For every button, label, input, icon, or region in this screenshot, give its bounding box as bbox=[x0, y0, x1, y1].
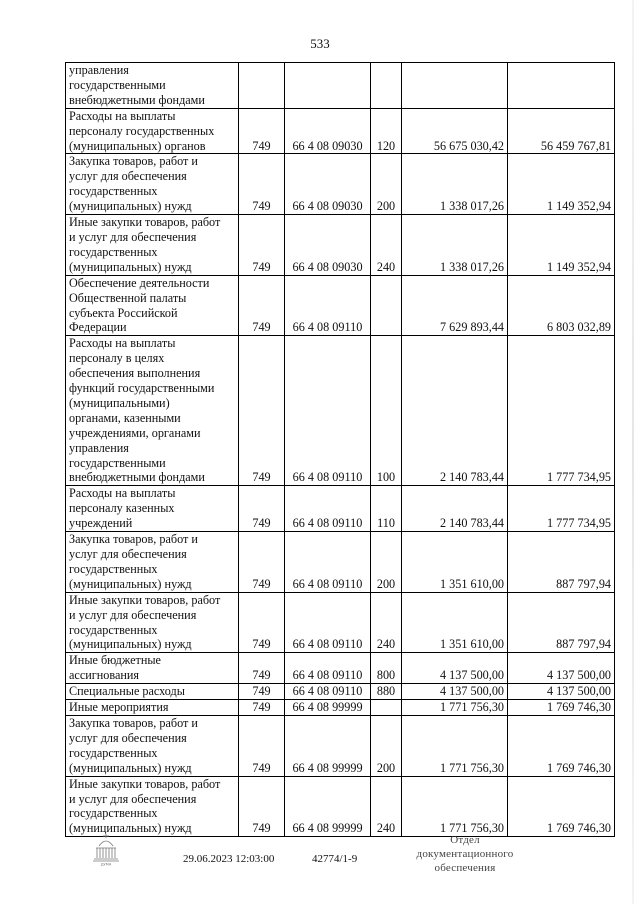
amount-actual-cell: 1 769 746,30 bbox=[508, 776, 615, 837]
table-row bbox=[66, 215, 615, 276]
expense-name-line: Федерации bbox=[69, 320, 127, 335]
amount-plan-cell: 1 771 756,30 bbox=[402, 715, 508, 776]
expense-name-line: (муниципальных) органов bbox=[69, 138, 206, 153]
target-article-cell: 66 4 08 09110 bbox=[285, 653, 371, 684]
expense-name-line: персоналу в целях bbox=[69, 351, 165, 366]
expense-name-cell bbox=[66, 592, 239, 653]
expense-name-cell bbox=[66, 108, 239, 154]
expense-name-line: Расходы на выплаты bbox=[69, 486, 176, 501]
expense-name-line: и услуг для обеспечения bbox=[69, 607, 197, 622]
target-article-cell: 66 4 08 99999 bbox=[285, 776, 371, 837]
amount-actual-cell: 1 769 746,30 bbox=[508, 715, 615, 776]
expense-name-line: Закупка товаров, работ и bbox=[69, 715, 198, 730]
expense-name-cell bbox=[66, 532, 239, 593]
expense-name-line: функций государственными bbox=[69, 381, 215, 396]
expense-type-cell: 100 bbox=[371, 336, 402, 486]
admin-code-cell: 749 bbox=[239, 336, 285, 486]
expense-name-line: Иные закупки товаров, работ bbox=[69, 776, 221, 791]
expense-name-line: Иные бюджетные bbox=[69, 653, 161, 668]
expense-name-line: Иные мероприятия bbox=[69, 700, 169, 715]
expense-name-line: внебюджетными фондами bbox=[69, 92, 205, 107]
expense-name-cell bbox=[66, 486, 239, 532]
expense-name-line: персоналу казенных bbox=[69, 501, 175, 516]
page-number: 533 bbox=[310, 36, 330, 51]
target-article-cell: 66 4 08 09110 bbox=[285, 684, 371, 700]
expense-name-line: Обеспечение деятельности bbox=[69, 275, 210, 290]
admin-code-cell: 749 bbox=[239, 700, 285, 716]
page-edge-shadow bbox=[632, 0, 634, 904]
table-row bbox=[66, 684, 615, 700]
expense-name-line: государственными bbox=[69, 455, 166, 470]
expense-type-cell: 110 bbox=[371, 486, 402, 532]
expense-name-line: (муниципальных) нужд bbox=[69, 821, 192, 836]
expense-name-line: управления bbox=[69, 63, 129, 77]
amount-plan-cell: 1 771 756,30 bbox=[402, 700, 508, 716]
table-row bbox=[66, 154, 615, 215]
table-row bbox=[66, 700, 615, 716]
expense-name-line: (муниципальных) нужд bbox=[69, 760, 192, 775]
expense-name-line: государственных bbox=[69, 622, 158, 637]
stamp-line-1: Отдел документационного bbox=[416, 834, 514, 860]
expense-name-line: услуг для обеспечения bbox=[69, 730, 187, 745]
amount-actual-cell bbox=[508, 63, 615, 109]
expense-name-line: учреждений bbox=[69, 516, 133, 531]
expense-name-line: субъекта Российской bbox=[69, 305, 178, 320]
expense-name-line: государственных bbox=[69, 184, 158, 199]
expense-name-line: управления bbox=[69, 440, 129, 455]
expense-name-line: государственных bbox=[69, 806, 158, 821]
admin-code-cell: 749 bbox=[239, 108, 285, 154]
table-row bbox=[66, 486, 615, 532]
expense-name-line: (муниципальных) нужд bbox=[69, 576, 192, 591]
expense-name-line: и услуг для обеспечения bbox=[69, 229, 197, 244]
expense-name-cell bbox=[66, 653, 239, 684]
expense-type-cell: 880 bbox=[371, 684, 402, 700]
admin-code-cell: 749 bbox=[239, 486, 285, 532]
amount-actual-cell: 56 459 767,81 bbox=[508, 108, 615, 154]
footer-datetime: 29.06.2023 12:03:00 bbox=[183, 853, 275, 865]
expense-name-line: Специальные расходы bbox=[69, 684, 185, 699]
admin-code-cell: 749 bbox=[239, 776, 285, 837]
amount-plan-cell: 1 351 610,00 bbox=[402, 532, 508, 593]
expense-name-cell bbox=[66, 63, 239, 109]
admin-code-cell: 749 bbox=[239, 592, 285, 653]
admin-code-cell: 749 bbox=[239, 215, 285, 276]
target-article-cell: 66 4 08 09110 bbox=[285, 336, 371, 486]
target-article-cell: 66 4 08 09030 bbox=[285, 154, 371, 215]
expense-name-line: (муниципальных) нужд bbox=[69, 199, 192, 214]
expense-name-line: внебюджетными фондами bbox=[69, 470, 205, 485]
expense-type-cell: 200 bbox=[371, 715, 402, 776]
table-row bbox=[66, 592, 615, 653]
expense-name-line: и услуг для обеспечения bbox=[69, 791, 197, 806]
amount-actual-cell: 6 803 032,89 bbox=[508, 275, 615, 336]
expense-name-line: государственных bbox=[69, 561, 158, 576]
expense-type-cell: 240 bbox=[371, 776, 402, 837]
amount-actual-cell: 887 797,94 bbox=[508, 592, 615, 653]
budget-table-body bbox=[66, 63, 615, 837]
table-row bbox=[66, 776, 615, 837]
table-row bbox=[66, 653, 615, 684]
amount-actual-cell: 4 137 500,00 bbox=[508, 684, 615, 700]
footer-department-stamp bbox=[405, 833, 525, 875]
table-row bbox=[66, 715, 615, 776]
amount-plan-cell: 1 771 756,30 bbox=[402, 776, 508, 837]
table-row bbox=[66, 108, 615, 154]
expense-type-cell: 120 bbox=[371, 108, 402, 154]
expense-name-cell bbox=[66, 700, 239, 716]
expense-name-cell bbox=[66, 776, 239, 837]
expense-name-line: государственных bbox=[69, 244, 158, 259]
table-row bbox=[66, 532, 615, 593]
amount-plan-cell: 2 140 783,44 bbox=[402, 336, 508, 486]
amount-plan-cell: 1 351 610,00 bbox=[402, 592, 508, 653]
target-article-cell: 66 4 08 99999 bbox=[285, 715, 371, 776]
expense-name-line: обеспечения выполнения bbox=[69, 366, 201, 381]
expense-name-line: (муниципальными) bbox=[69, 395, 170, 410]
amount-plan-cell bbox=[402, 63, 508, 109]
amount-actual-cell: 1 769 746,30 bbox=[508, 700, 615, 716]
expense-name-line: (муниципальных) нужд bbox=[69, 259, 192, 274]
expense-name-line: государственными bbox=[69, 77, 166, 92]
expense-type-cell: 200 bbox=[371, 532, 402, 593]
target-article-cell: 66 4 08 99999 bbox=[285, 700, 371, 716]
expense-name-cell bbox=[66, 154, 239, 215]
target-article-cell: 66 4 08 09110 bbox=[285, 275, 371, 336]
stamp-line-2: обеспечения bbox=[434, 862, 496, 874]
expense-name-line: Расходы на выплаты bbox=[69, 108, 176, 123]
amount-actual-cell: 1 777 734,95 bbox=[508, 486, 615, 532]
table-row bbox=[66, 336, 615, 486]
svg-text:ДУМА: ДУМА bbox=[100, 862, 112, 866]
expense-name-line: государственных bbox=[69, 745, 158, 760]
expense-name-cell bbox=[66, 715, 239, 776]
expense-name-line: Закупка товаров, работ и bbox=[69, 532, 198, 547]
expense-name-line: Иные закупки товаров, работ bbox=[69, 592, 221, 607]
table-row bbox=[66, 63, 615, 109]
admin-code-cell: 749 bbox=[239, 532, 285, 593]
expense-name-cell bbox=[66, 684, 239, 700]
admin-code-cell: 749 bbox=[239, 154, 285, 215]
target-article-cell bbox=[285, 63, 371, 109]
expense-type-cell: 800 bbox=[371, 653, 402, 684]
table-row bbox=[66, 275, 615, 336]
footer-registration-number: 42774/1-9 bbox=[312, 853, 358, 865]
expense-name-line: услуг для обеспечения bbox=[69, 547, 187, 561]
expense-type-cell: 240 bbox=[371, 215, 402, 276]
amount-actual-cell: 1 149 352,94 bbox=[508, 215, 615, 276]
expense-name-cell bbox=[66, 336, 239, 486]
amount-plan-cell: 1 338 017,26 bbox=[402, 215, 508, 276]
admin-code-cell bbox=[239, 63, 285, 109]
admin-code-cell: 749 bbox=[239, 684, 285, 700]
admin-code-cell: 749 bbox=[239, 275, 285, 336]
admin-code-cell: 749 bbox=[239, 653, 285, 684]
amount-plan-cell: 56 675 030,42 bbox=[402, 108, 508, 154]
amount-plan-cell: 2 140 783,44 bbox=[402, 486, 508, 532]
expense-name-line: Общественной палаты bbox=[69, 290, 187, 305]
target-article-cell: 66 4 08 09110 bbox=[285, 532, 371, 593]
target-article-cell: 66 4 08 09110 bbox=[285, 592, 371, 653]
budget-table bbox=[65, 62, 615, 837]
amount-plan-cell: 4 137 500,00 bbox=[402, 684, 508, 700]
expense-name-line: Закупка товаров, работ и bbox=[69, 154, 198, 169]
expense-name-line: органами, казенными bbox=[69, 410, 181, 425]
target-article-cell: 66 4 08 09030 bbox=[285, 108, 371, 154]
target-article-cell: 66 4 08 09110 bbox=[285, 486, 371, 532]
expense-name-line: учреждениями, органами bbox=[69, 425, 201, 440]
target-article-cell: 66 4 08 09030 bbox=[285, 215, 371, 276]
expense-name-line: ассигнования bbox=[69, 668, 140, 683]
expense-name-line: (муниципальных) нужд bbox=[69, 637, 192, 652]
amount-plan-cell: 7 629 893,44 bbox=[402, 275, 508, 336]
amount-actual-cell: 1 777 734,95 bbox=[508, 336, 615, 486]
expense-type-cell: 200 bbox=[371, 154, 402, 215]
amount-plan-cell: 1 338 017,26 bbox=[402, 154, 508, 215]
expense-name-line: персоналу государственных bbox=[69, 123, 215, 138]
expense-type-cell bbox=[371, 63, 402, 109]
amount-actual-cell: 1 149 352,94 bbox=[508, 154, 615, 215]
expense-type-cell: 240 bbox=[371, 592, 402, 653]
expense-name-cell bbox=[66, 275, 239, 336]
expense-type-cell bbox=[371, 275, 402, 336]
expense-name-line: Иные закупки товаров, работ bbox=[69, 215, 221, 230]
duma-building-logo-icon bbox=[90, 832, 122, 866]
expense-name-cell bbox=[66, 215, 239, 276]
expense-name-line: Расходы на выплаты bbox=[69, 336, 176, 351]
amount-actual-cell: 887 797,94 bbox=[508, 532, 615, 593]
admin-code-cell: 749 bbox=[239, 715, 285, 776]
expense-type-cell bbox=[371, 700, 402, 716]
amount-plan-cell: 4 137 500,00 bbox=[402, 653, 508, 684]
amount-actual-cell: 4 137 500,00 bbox=[508, 653, 615, 684]
expense-name-line: услуг для обеспечения bbox=[69, 169, 187, 184]
